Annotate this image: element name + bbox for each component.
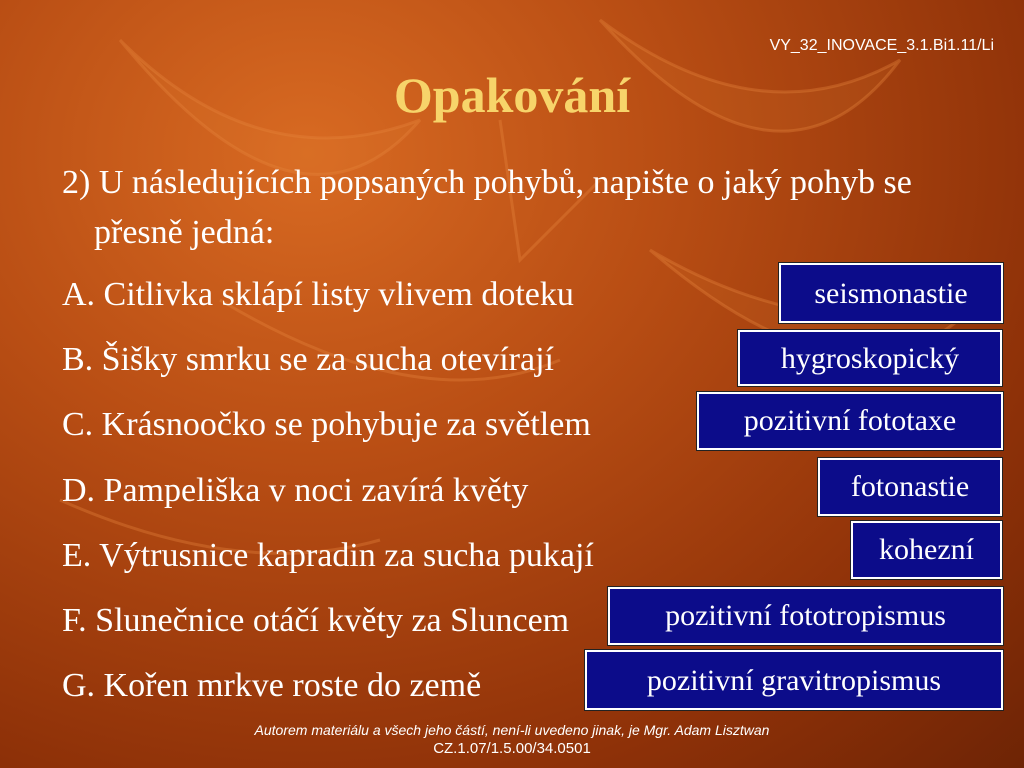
list-item-b: B. Šišky smrku se za sucha otevírají [62, 341, 554, 378]
slide-title: Opakování [393, 67, 631, 123]
answer-box-b: hygroskopický [738, 330, 1002, 386]
list-item-g: G. Kořen mrkve roste do země [62, 667, 482, 704]
answer-box-e: kohezní [851, 521, 1002, 579]
answer-box-f: pozitivní fototropismus [608, 587, 1003, 645]
question-line: 2) U následujících popsaných pohybů, napište o jaký pohyb se přesně jedná: [62, 164, 912, 251]
answer-box-d: fotonastie [818, 458, 1002, 516]
list-item-e: E. Výtrusnice kapradin za sucha pukají [62, 537, 594, 574]
document-code: VY_32_INOVACE_3.1.Bi1.11/Li [769, 37, 994, 54]
question-text [62, 158, 962, 258]
list-item-d: D. Pampeliška v noci zavírá květy [62, 472, 529, 509]
footer [0, 722, 1024, 757]
list-item-a: A. Citlivka sklápí listy vlivem doteku [62, 276, 574, 313]
answer-box-c: pozitivní fototaxe [697, 392, 1003, 450]
answer-box-g: pozitivní gravitropismus [585, 650, 1003, 710]
list-item-f: F. Slunečnice otáčí květy za Sluncem [62, 602, 570, 639]
footer-project-code: CZ.1.07/1.5.00/34.0501 [433, 740, 591, 757]
list-item-c: C. Krásnoočko se pohybuje za světlem [62, 406, 591, 443]
footer-author: Autorem materiálu a všech jeho částí, není-li uvedeno jinak, je Mgr. Adam Lisztwan [254, 722, 770, 738]
answer-box-a: seismonastie [779, 263, 1003, 323]
